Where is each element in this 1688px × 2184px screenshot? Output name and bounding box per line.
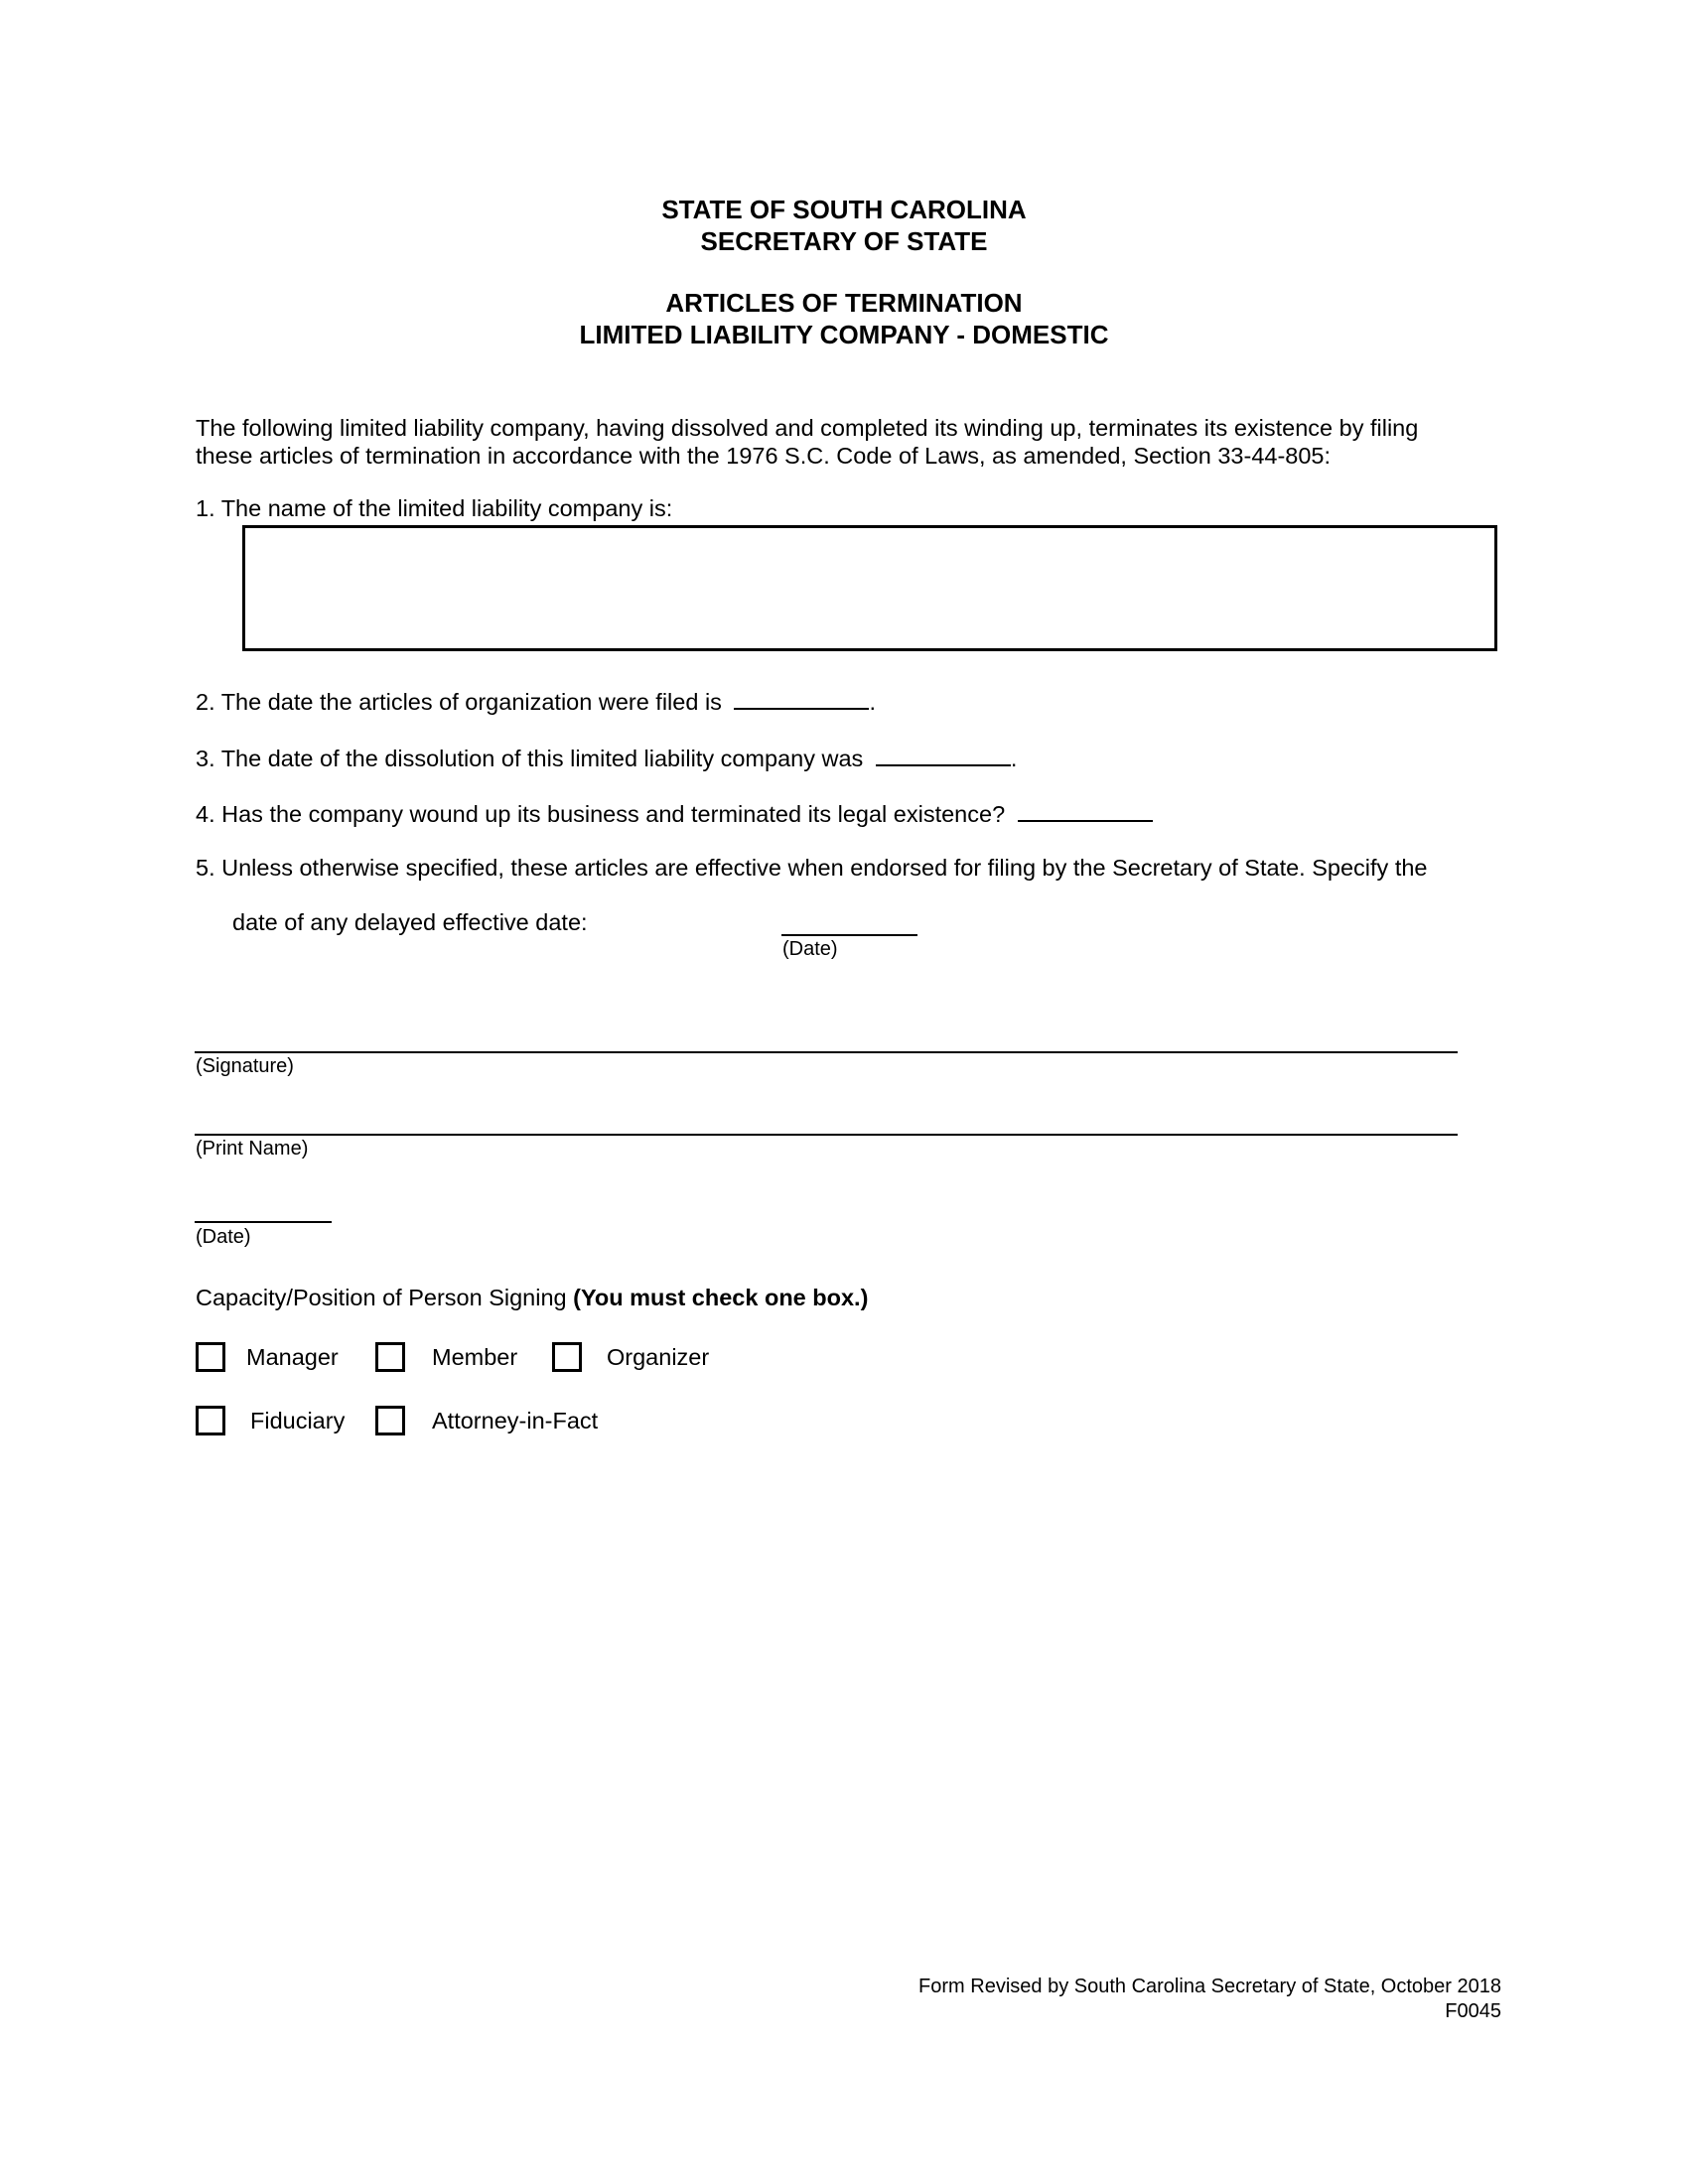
- intro-line-2: these articles of termination in accordance with the 1976 S.C. Code of Laws, as amended, Section 33-44-805:: [196, 443, 1332, 469]
- item-2-label: 2. The date the articles of organization were filed is: [196, 689, 722, 715]
- item-1-label: 1. The name of the limited liability company is:: [196, 495, 673, 521]
- capacity-prompt: [196, 1285, 868, 1311]
- capacity-prompt-text: Capacity/Position of Person Signing: [196, 1285, 574, 1310]
- item-4: [196, 798, 1153, 828]
- intro-line-1: The following limited liability company, having dissolved and completed its winding up, terminates its existence by filing: [196, 415, 1419, 441]
- print-name-line[interactable]: [195, 1134, 1458, 1136]
- effective-date-caption: (Date): [782, 938, 838, 960]
- manager-label: Manager: [246, 1344, 339, 1370]
- wound-up-answer-field[interactable]: [1018, 798, 1153, 822]
- form-subtitle: LIMITED LIABILITY COMPANY - DOMESTIC: [579, 320, 1109, 349]
- header-state: STATE OF SOUTH CAROLINA: [661, 195, 1027, 224]
- member-label: Member: [432, 1344, 518, 1370]
- signature-line[interactable]: [195, 1051, 1458, 1053]
- header-office: SECRETARY OF STATE: [700, 226, 988, 256]
- form-title: ARTICLES OF TERMINATION: [665, 288, 1023, 318]
- dissolution-date-field[interactable]: [876, 743, 1011, 766]
- item-2: [196, 686, 876, 716]
- organizer-checkbox[interactable]: [552, 1342, 582, 1372]
- manager-checkbox[interactable]: [196, 1342, 225, 1372]
- period: .: [869, 689, 876, 715]
- form-number: F0045: [1445, 2000, 1501, 2022]
- attorney-in-fact-checkbox[interactable]: [375, 1406, 405, 1435]
- item-3: [196, 743, 1017, 772]
- item-3-label: 3. The date of the dissolution of this limited liability company was: [196, 746, 864, 771]
- period: .: [1010, 746, 1018, 771]
- delayed-effective-date-field[interactable]: [781, 934, 917, 936]
- capacity-prompt-instruction: (You must check one box.): [573, 1285, 869, 1310]
- company-name-field[interactable]: [242, 525, 1497, 651]
- fiduciary-label: Fiduciary: [250, 1408, 346, 1433]
- member-checkbox[interactable]: [375, 1342, 405, 1372]
- organizer-label: Organizer: [607, 1344, 710, 1370]
- attorney-in-fact-label: Attorney-in-Fact: [432, 1408, 599, 1433]
- form-revision-note: Form Revised by South Carolina Secretary of State, October 2018: [918, 1976, 1501, 1997]
- item-5-line-1: 5. Unless otherwise specified, these articles are effective when endorsed for filing by the Secretary of State. Specify the: [196, 855, 1428, 881]
- signature-caption: (Signature): [196, 1055, 294, 1077]
- articles-filed-date-field[interactable]: [734, 686, 869, 710]
- item-4-label: 4. Has the company wound up its business and terminated its legal existence?: [196, 801, 1006, 827]
- print-name-caption: (Print Name): [196, 1138, 309, 1160]
- item-5-line-2: date of any delayed effective date:: [232, 909, 588, 935]
- signature-date-line[interactable]: [195, 1221, 332, 1223]
- fiduciary-checkbox[interactable]: [196, 1406, 225, 1435]
- signature-date-caption: (Date): [196, 1226, 251, 1248]
